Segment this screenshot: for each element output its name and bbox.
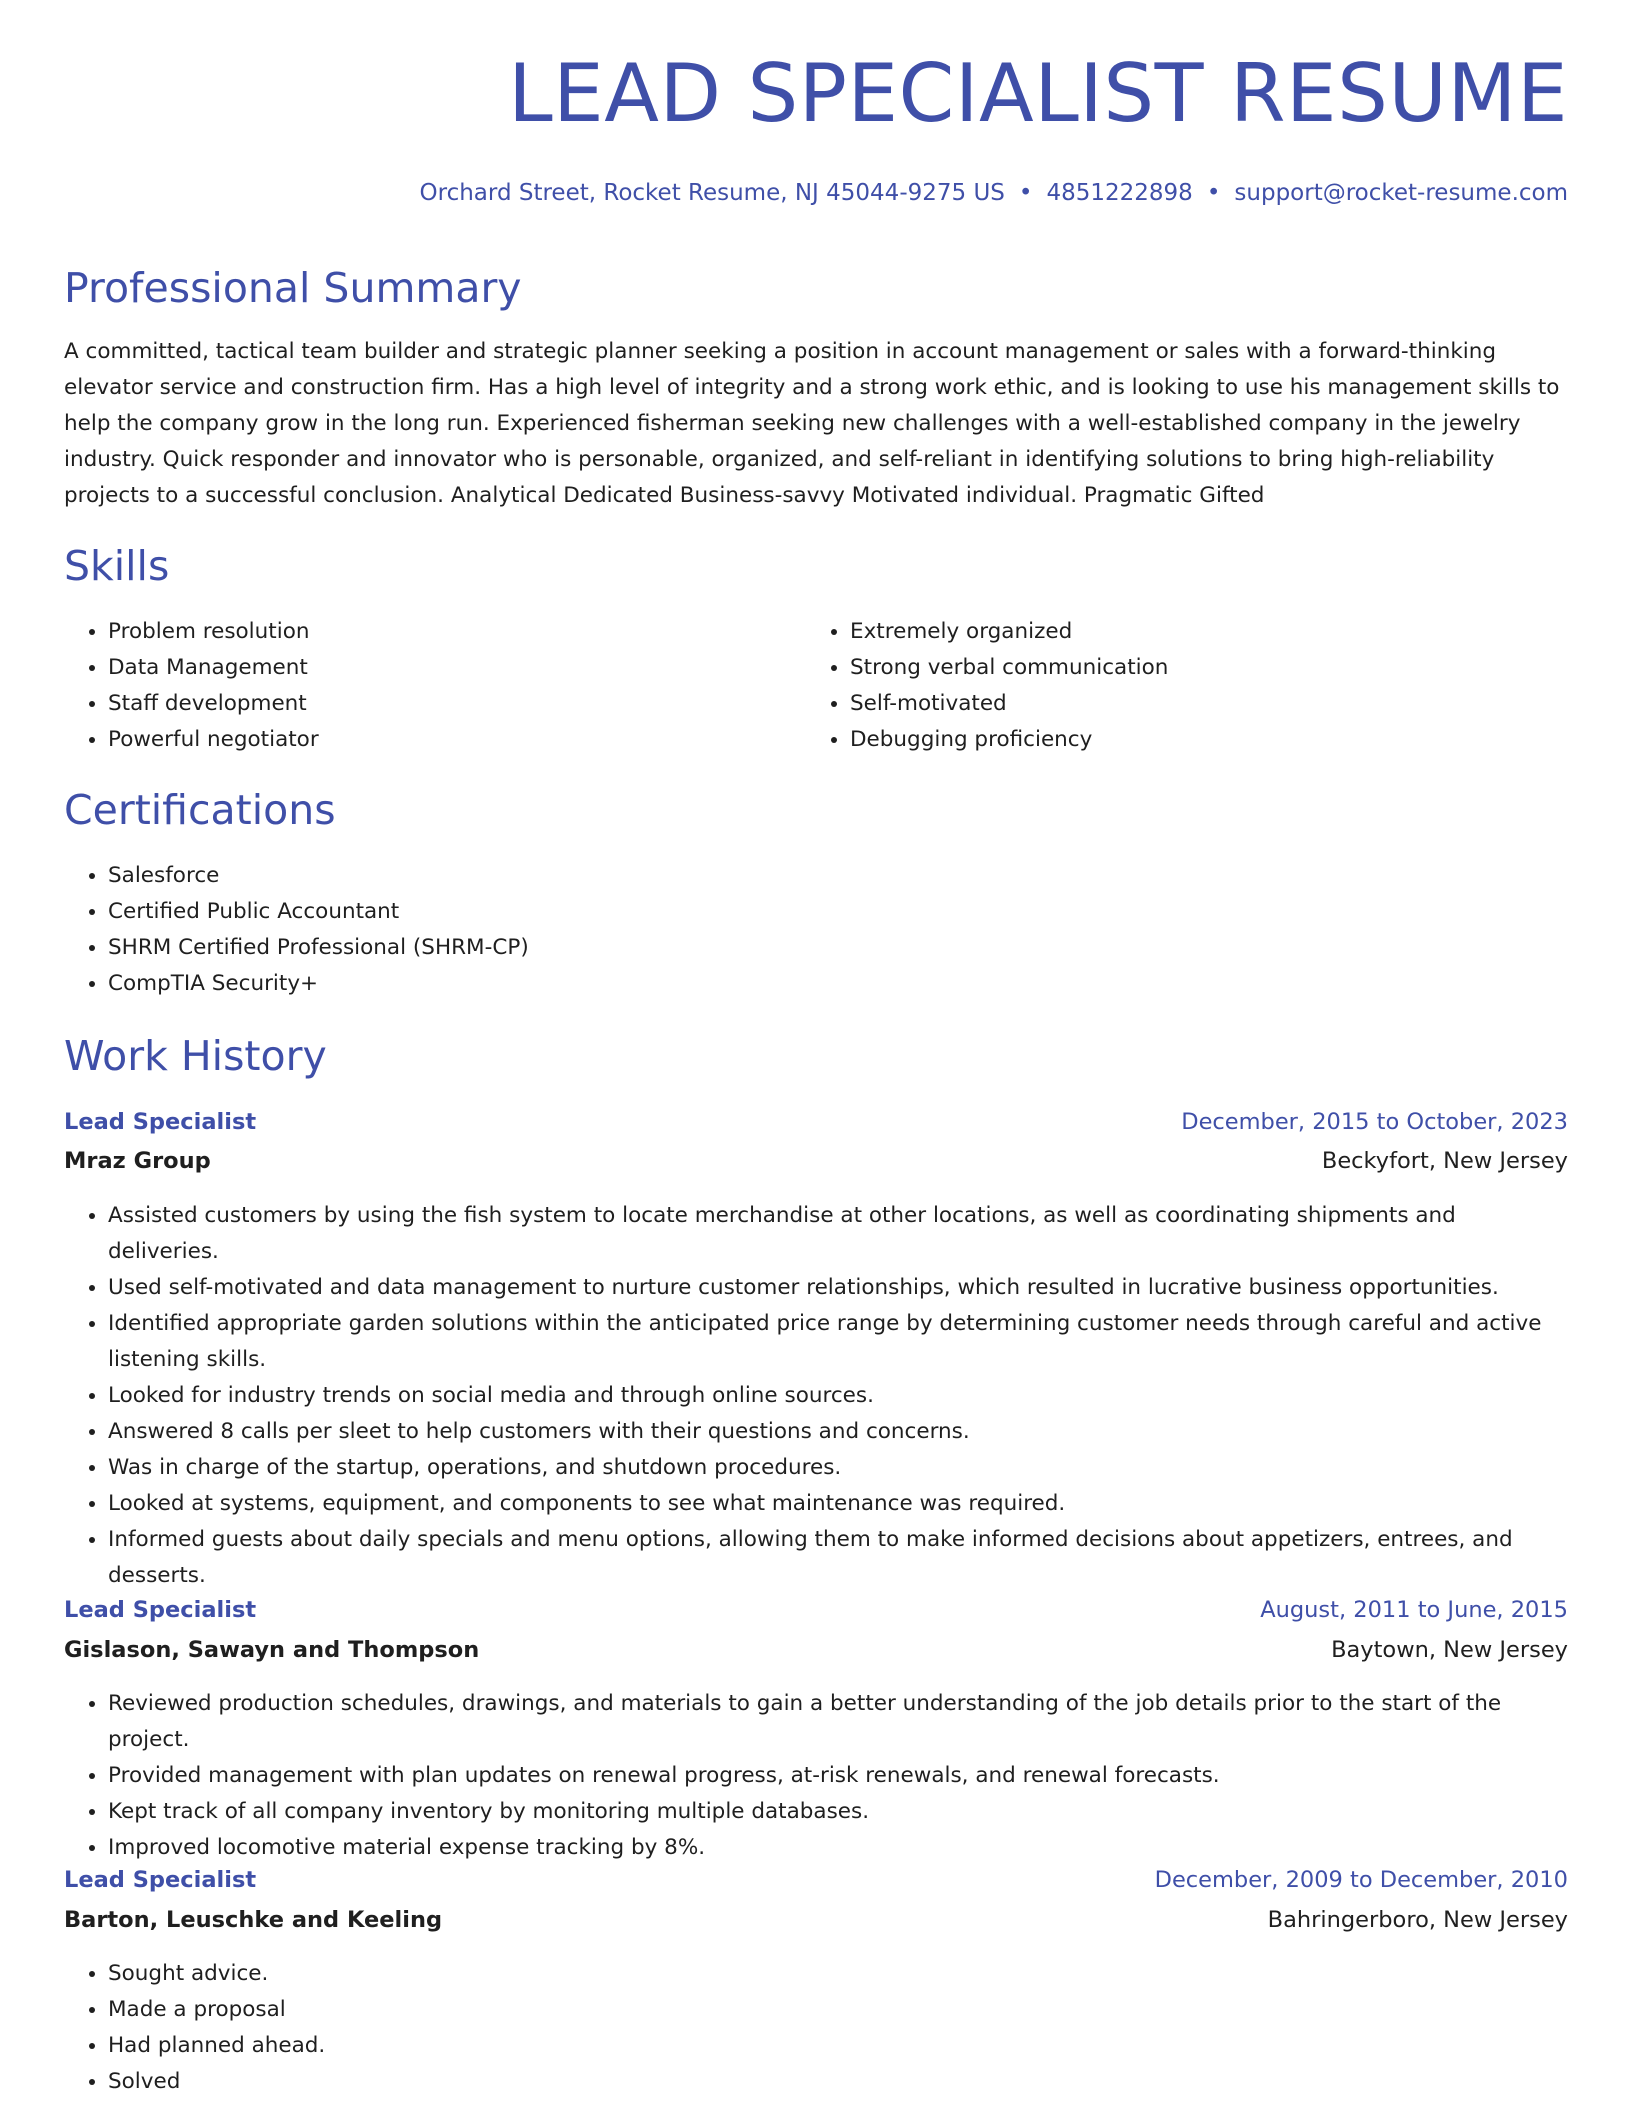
- certification-item: • SHRM Certified Professional (SHRM-CP): [108, 930, 1568, 966]
- certification-item: • Certified Public Accountant: [108, 894, 1568, 930]
- job-location: Baytown, New Jersey: [1331, 1637, 1568, 1663]
- skills-list-right: [806, 614, 1550, 758]
- work-history-heading: Work History: [64, 1032, 327, 1080]
- job-subheader: [64, 1637, 1568, 1667]
- job-header: [64, 1597, 1568, 1627]
- job-bullet: • Solved: [108, 2064, 1568, 2100]
- job-bullet: • Sought advice.: [108, 1956, 1568, 1992]
- job-title: Lead Specialist: [64, 1867, 257, 1893]
- job-location: Bahringerboro, New Jersey: [1267, 1907, 1568, 1933]
- contact-separator: •: [1018, 180, 1033, 206]
- job-bullet: • Was in charge of the startup, operations, and shutdown procedures.: [108, 1450, 1568, 1486]
- job-bullet: • Used self-motivated and data management to nurture customer relationships, which resulted in lucrative business opportunities.: [108, 1270, 1568, 1306]
- certification-item: • Salesforce: [108, 858, 1568, 894]
- job-bullet: • Looked for industry trends on social media and through online sources.: [108, 1378, 1568, 1414]
- skills-heading: Skills: [64, 542, 170, 590]
- job-company: Gislason, Sawayn and Thompson: [64, 1637, 480, 1663]
- certifications-list: [64, 858, 1568, 1002]
- job-bullet: • Identified appropriate garden solutions within the anticipated price range by determining customer needs through careful and active listening skills.: [108, 1306, 1568, 1378]
- job-bullets: [64, 1198, 1568, 1594]
- skill-item: • Data Management: [108, 650, 808, 686]
- job-bullet: • Improved locomotive material expense tracking by 8%.: [108, 1830, 1568, 1866]
- job-bullets: [64, 1956, 1568, 2100]
- job-bullet: • Assisted customers by using the fish system to locate merchandise at other locations, as well as coordinating shipments and deliveries.: [108, 1198, 1568, 1270]
- contact-phone: 4851222898: [1046, 180, 1193, 206]
- job-bullet: • Looked at systems, equipment, and components to see what maintenance was required.: [108, 1486, 1568, 1522]
- summary-text: A committed, tactical team builder and strategic planner seeking a position in account management or sales with a forward-thinking elevator service and construction firm. Has a high level of integrity and a strong work ethic, and is looking to use his management skills to help the company grow in the long run. Experienced fisherman seeking new challenges with a well-established company in the jewelry industry. Quick responder and innovator who is personable, organized, and self-reliant in identifying solutions to bring high-reliability projects to a successful conclusion. Analytical Dedicated Business-savvy Motivated individual. Pragmatic Gifted: [64, 339, 1560, 508]
- job-bullets: [64, 1686, 1568, 1866]
- contact-separator: •: [1206, 180, 1221, 206]
- skill-item: • Strong verbal communication: [850, 650, 1550, 686]
- resume-title: LEAD SPECIALIST RESUME: [508, 47, 1568, 140]
- job-title: Lead Specialist: [64, 1597, 257, 1623]
- job-bullet: • Made a proposal: [108, 1992, 1568, 2028]
- job-dates: August, 2011 to June, 2015: [1260, 1597, 1568, 1623]
- job-bullet: • Had planned ahead.: [108, 2028, 1568, 2064]
- job-company: Barton, Leuschke and Keeling: [64, 1907, 443, 1933]
- summary-heading: Professional Summary: [64, 264, 522, 312]
- skill-item: • Self-motivated: [850, 686, 1550, 722]
- certification-item: • CompTIA Security+: [108, 966, 1568, 1002]
- job-bullet: • Kept track of all company inventory by monitoring multiple databases.: [108, 1794, 1568, 1830]
- skills-list-left: [64, 614, 808, 758]
- job-company: Mraz Group: [64, 1148, 211, 1174]
- job-header: [64, 1867, 1568, 1897]
- job-bullet: • Reviewed production schedules, drawings, and materials to gain a better understanding of the job details prior to the start of the project.: [108, 1686, 1568, 1758]
- skill-item: • Powerful negotiator: [108, 722, 808, 758]
- certifications-heading: Certifications: [64, 786, 336, 834]
- skill-item: • Debugging proficiency: [850, 722, 1550, 758]
- job-dates: December, 2009 to December, 2010: [1154, 1867, 1568, 1893]
- contact-line: [420, 180, 1568, 206]
- job-subheader: [64, 1907, 1568, 1937]
- contact-email[interactable]: support@rocket-resume.com: [1234, 180, 1568, 206]
- job-header: [64, 1109, 1568, 1139]
- skill-item: • Extremely organized: [850, 614, 1550, 650]
- job-bullet: • Provided management with plan updates on renewal progress, at-risk renewals, and renewal forecasts.: [108, 1758, 1568, 1794]
- contact-address: Orchard Street, Rocket Resume, NJ 45044-9275 US: [419, 180, 1005, 206]
- job-title: Lead Specialist: [64, 1109, 257, 1135]
- job-bullet: • Informed guests about daily specials and menu options, allowing them to make informed decisions about appetizers, entrees, and desserts.: [108, 1522, 1568, 1594]
- job-dates: December, 2015 to October, 2023: [1181, 1109, 1568, 1135]
- job-location: Beckyfort, New Jersey: [1321, 1148, 1568, 1174]
- job-bullet: • Answered 8 calls per sleet to help customers with their questions and concerns.: [108, 1414, 1568, 1450]
- job-subheader: [64, 1148, 1568, 1178]
- skill-item: • Problem resolution: [108, 614, 808, 650]
- skill-item: • Staff development: [108, 686, 808, 722]
